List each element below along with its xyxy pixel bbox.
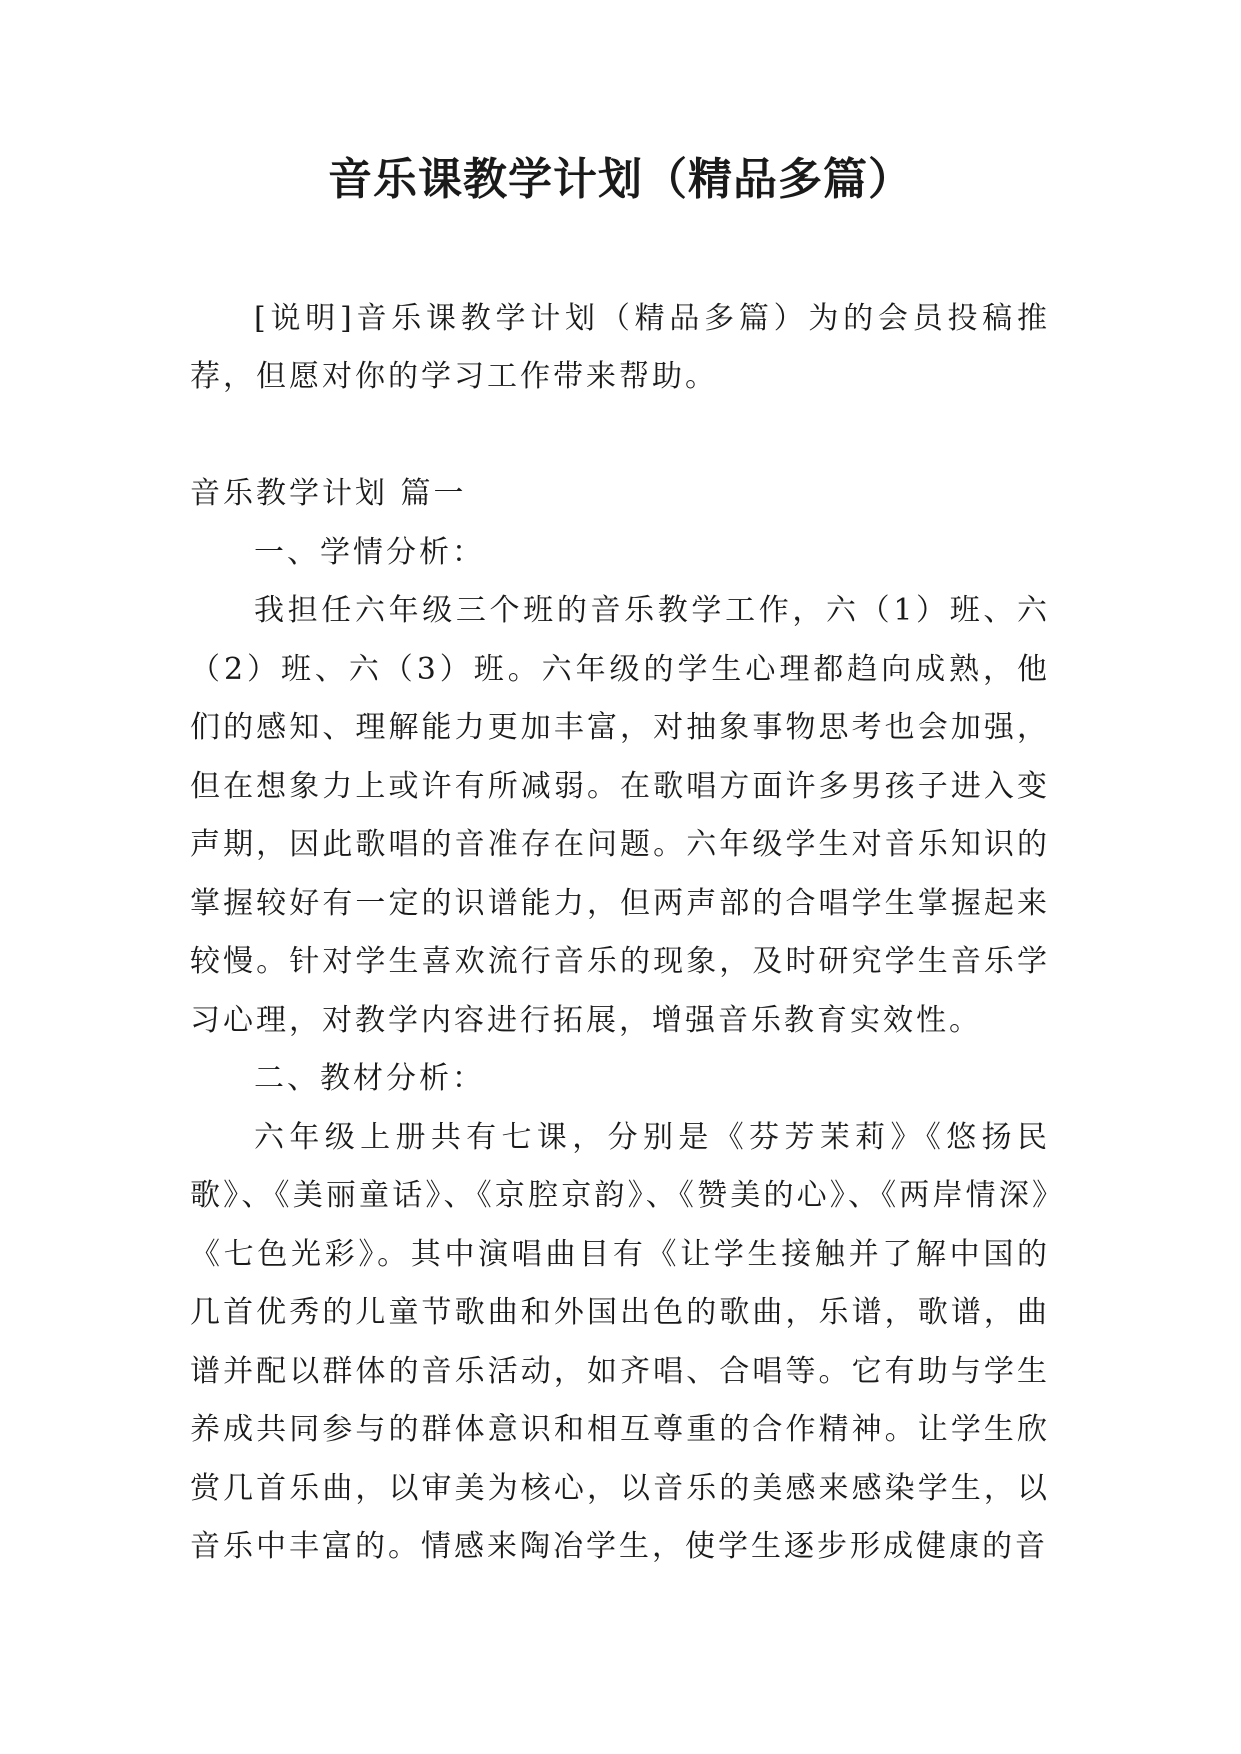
document-body (190, 465, 1050, 1577)
body-paragraph: 六年级上册共有七课，分别是《芬芳茉莉》《悠扬民歌》、《美丽童话》、《京腔京韵》、《赞美的心》、《两岸情深》《七色光彩》。其中演唱曲目有《让学生接触并了解中国的几首优秀的儿童节歌曲和外国出色的歌曲，乐谱，歌谱，曲谱并配以群体的音乐活动，如齐唱、合唱等。它有助与学生养成共同参与的群体意识和相互尊重的合作精神。让学生欣赏几首乐曲，以审美为核心，以音乐的美感来感染学生，以音乐中丰富的。情感来陶冶学生，使学生逐步形成健康的音 (190, 1119, 1050, 1564)
subheading-textbook-analysis: 二、教材分析： (254, 1061, 485, 1096)
body-paragraph: 我担任六年级三个班的音乐教学工作，六（1）班、六（2）班、六（3）班。六年级的学生心理都趋向成熟，他们的感知、理解能力更加丰富，对抽象事物思考也会加强，但在想象力上或许有所减弱。在歌唱方面许多男孩子进入变声期，因此歌唱的音准存在问题。六年级学生对音乐知识的掌握较好有一定的识谱能力，但两声部的合唱学生掌握起来较慢。针对学生喜欢流行音乐的现象，及时研究学生音乐学习心理，对教学内容进行拓展，增强音乐教育实效性。 (190, 593, 1050, 1038)
page-title: 音乐课教学计划（精品多篇） (328, 154, 913, 205)
section-heading: 音乐教学计划 篇一 (190, 476, 467, 511)
intro-paragraph: [说明]音乐课教学计划（精品多篇）为的会员投稿推荐，但愿对你的学习工作带来帮助。 (190, 301, 1050, 394)
subheading-learning-analysis: 一、学情分析： (254, 534, 485, 570)
